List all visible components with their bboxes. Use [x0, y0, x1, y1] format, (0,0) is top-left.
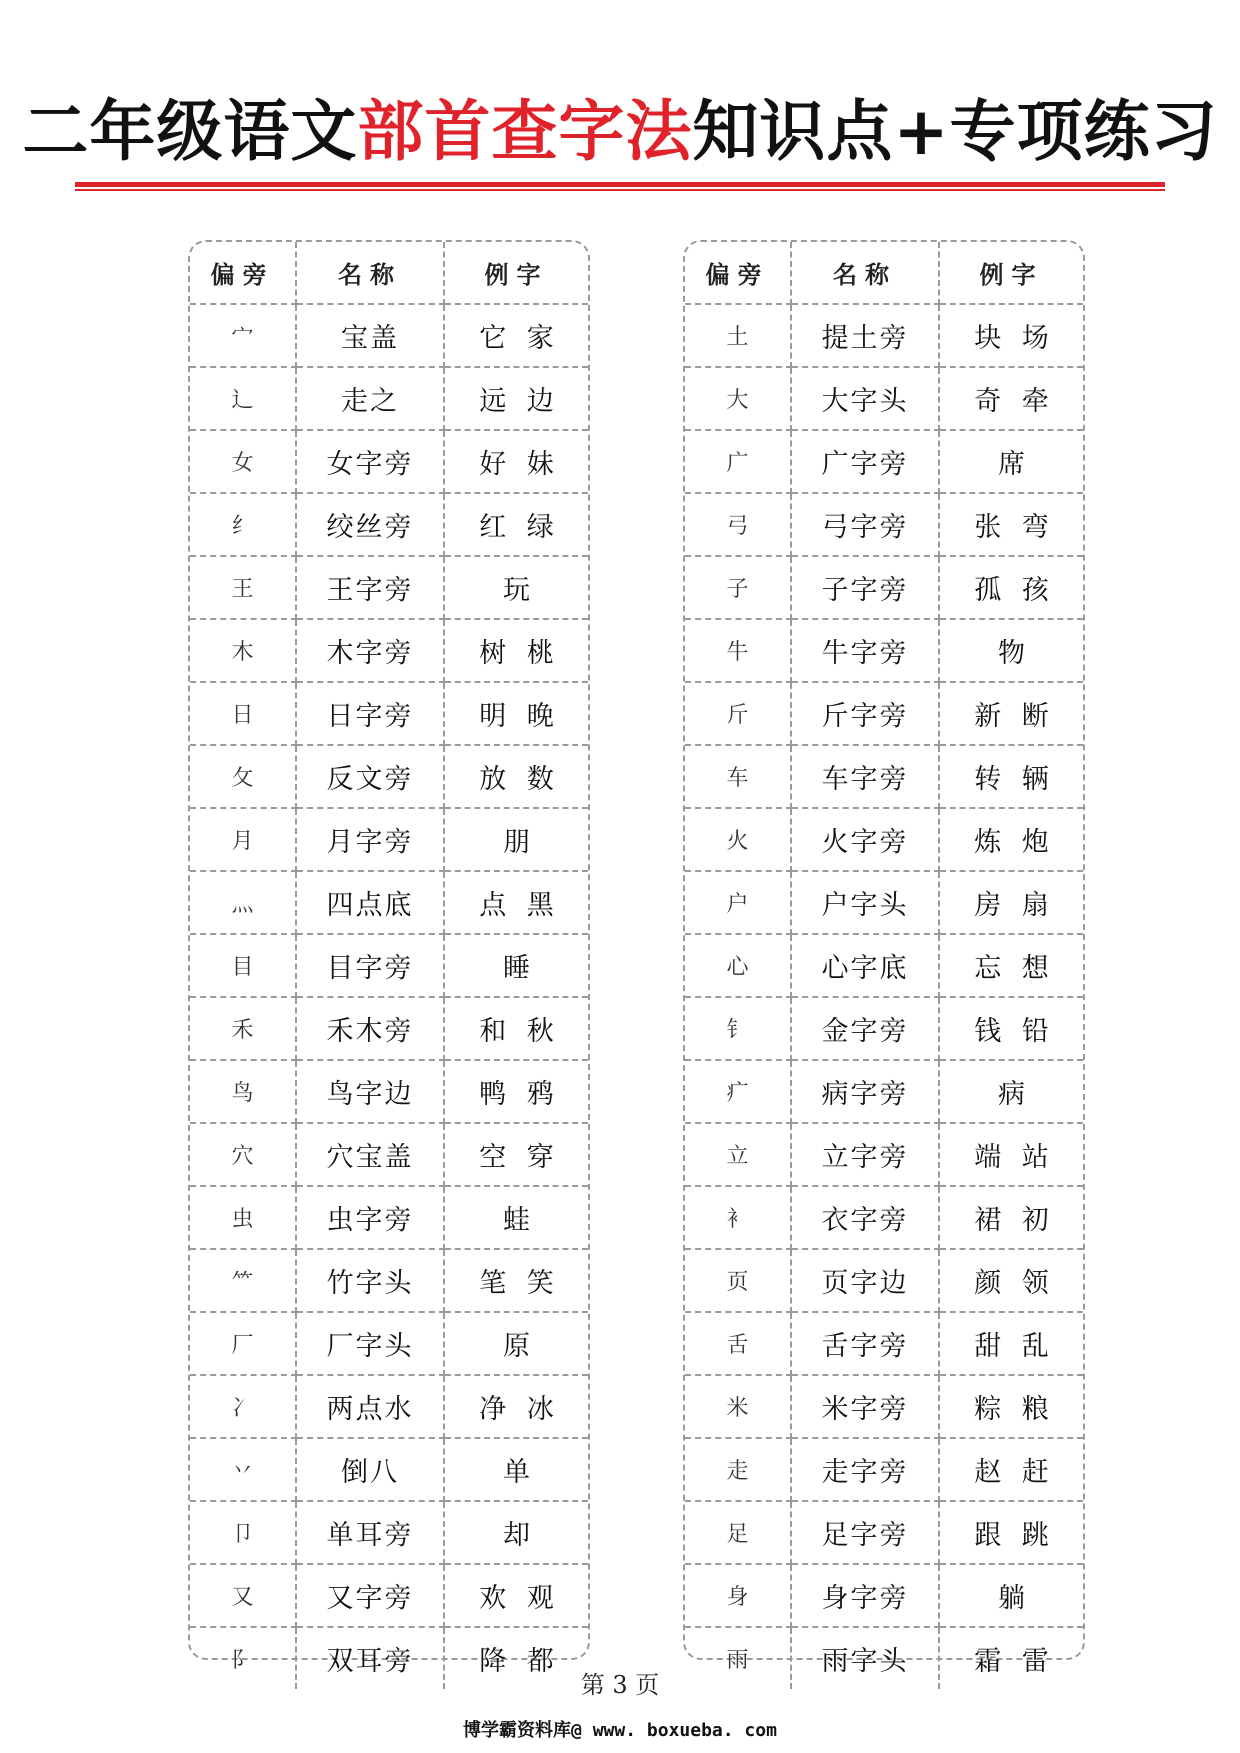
name-cell: 雨字头	[791, 1627, 939, 1689]
radical-cell: 钅	[685, 997, 791, 1060]
table-row	[190, 745, 588, 808]
examples-cell: 奇 牵	[939, 367, 1083, 430]
radical-cell: 子	[685, 556, 791, 619]
radical-cell: 女	[190, 430, 296, 493]
name-cell: 金字旁	[791, 997, 939, 1060]
table-row	[685, 997, 1083, 1060]
examples-cell: 病	[939, 1060, 1083, 1123]
title-highlight: 部首查字法	[357, 93, 693, 170]
radical-cell: 又	[190, 1564, 296, 1627]
radical-table-right	[683, 240, 1085, 1677]
examples-cell: 端 站	[939, 1123, 1083, 1186]
title-part2: 知识点+专项练习	[692, 93, 1218, 170]
name-cell: 足字旁	[791, 1501, 939, 1564]
radical-cell: 灬	[190, 871, 296, 934]
radical-cell: 足	[685, 1501, 791, 1564]
table-header-row	[685, 242, 1083, 304]
name-cell: 页字边	[791, 1249, 939, 1312]
table-row	[190, 430, 588, 493]
name-cell: 鸟字边	[296, 1060, 444, 1123]
table-row	[685, 1501, 1083, 1564]
radical-cell: 斤	[685, 682, 791, 745]
examples-cell: 放 数	[444, 745, 588, 808]
name-cell: 斤字旁	[791, 682, 939, 745]
examples-cell: 远 边	[444, 367, 588, 430]
table-row	[685, 1249, 1083, 1312]
table-row	[685, 1123, 1083, 1186]
radical-cell: 丷	[190, 1438, 296, 1501]
examples-cell: 物	[939, 619, 1083, 682]
radical-cell: 虫	[190, 1186, 296, 1249]
radical-cell: 立	[685, 1123, 791, 1186]
examples-cell: 颜 领	[939, 1249, 1083, 1312]
examples-cell: 它 家	[444, 304, 588, 367]
radical-cell: 雨	[685, 1627, 791, 1689]
radical-cell: 疒	[685, 1060, 791, 1123]
examples-cell: 好 妹	[444, 430, 588, 493]
table-row	[685, 1312, 1083, 1375]
radical-cell: 火	[685, 808, 791, 871]
header-name: 名称	[791, 242, 939, 304]
header-examples: 例字	[939, 242, 1083, 304]
table-row	[685, 1564, 1083, 1627]
radical-cell: 车	[685, 745, 791, 808]
examples-cell: 钱 铅	[939, 997, 1083, 1060]
table-row	[190, 493, 588, 556]
table-row	[190, 682, 588, 745]
radical-cell: 王	[190, 556, 296, 619]
name-cell: 走字旁	[791, 1438, 939, 1501]
name-cell: 子字旁	[791, 556, 939, 619]
table-row	[190, 871, 588, 934]
examples-cell: 裙 初	[939, 1186, 1083, 1249]
table-row	[685, 808, 1083, 871]
examples-cell: 鸭 鸦	[444, 1060, 588, 1123]
examples-cell: 红 绿	[444, 493, 588, 556]
radical-cell: 心	[685, 934, 791, 997]
examples-cell: 树 桃	[444, 619, 588, 682]
examples-cell: 孤 孩	[939, 556, 1083, 619]
examples-cell: 欢 观	[444, 1564, 588, 1627]
name-cell: 反文旁	[296, 745, 444, 808]
footer-source: 博学霸资料库@ www. boxueba. com	[463, 1720, 777, 1741]
examples-cell: 粽 粮	[939, 1375, 1083, 1438]
table-row	[685, 1375, 1083, 1438]
radical-cell: 厂	[190, 1312, 296, 1375]
radical-cell: 冫	[190, 1375, 296, 1438]
radical-cell: 日	[190, 682, 296, 745]
examples-cell: 新 断	[939, 682, 1083, 745]
table-body-right	[685, 304, 1083, 1689]
table-row	[685, 1060, 1083, 1123]
name-cell: 双耳旁	[296, 1627, 444, 1689]
examples-cell: 和 秋	[444, 997, 588, 1060]
radical-cell: 舌	[685, 1312, 791, 1375]
title-underline-thick	[75, 182, 1165, 187]
name-cell: 火字旁	[791, 808, 939, 871]
name-cell: 舌字旁	[791, 1312, 939, 1375]
name-cell: 目字旁	[296, 934, 444, 997]
title-part1: 二年级语文	[22, 93, 358, 170]
table-row	[685, 1438, 1083, 1501]
radical-cell: 辶	[190, 367, 296, 430]
examples-cell: 赵 赶	[939, 1438, 1083, 1501]
table-row	[190, 1249, 588, 1312]
examples-cell: 张 弯	[939, 493, 1083, 556]
table-row	[190, 367, 588, 430]
table-row	[190, 556, 588, 619]
name-cell: 身字旁	[791, 1564, 939, 1627]
table-row	[190, 1123, 588, 1186]
name-cell: 绞丝旁	[296, 493, 444, 556]
examples-cell: 点 黑	[444, 871, 588, 934]
name-cell: 女字旁	[296, 430, 444, 493]
name-cell: 又字旁	[296, 1564, 444, 1627]
radical-cell: 牛	[685, 619, 791, 682]
radical-cell: 米	[685, 1375, 791, 1438]
radical-cell: 身	[685, 1564, 791, 1627]
table-row	[190, 1060, 588, 1123]
header-radical: 偏旁	[190, 242, 296, 304]
name-cell: 单耳旁	[296, 1501, 444, 1564]
name-cell: 穴宝盖	[296, 1123, 444, 1186]
table-row	[190, 1501, 588, 1564]
radical-cell: 目	[190, 934, 296, 997]
examples-cell: 块 场	[939, 304, 1083, 367]
name-cell: 禾木旁	[296, 997, 444, 1060]
name-cell: 四点底	[296, 871, 444, 934]
examples-cell: 转 辆	[939, 745, 1083, 808]
radical-cell: 月	[190, 808, 296, 871]
radical-cell: 户	[685, 871, 791, 934]
table-row	[685, 682, 1083, 745]
table-row	[685, 304, 1083, 367]
examples-cell: 席	[939, 430, 1083, 493]
table-row	[685, 367, 1083, 430]
radical-cell: 攵	[190, 745, 296, 808]
name-cell: 日字旁	[296, 682, 444, 745]
radical-cell: 卩	[190, 1501, 296, 1564]
table-row	[685, 745, 1083, 808]
table-row	[190, 1186, 588, 1249]
page-title	[0, 92, 1240, 172]
name-cell: 车字旁	[791, 745, 939, 808]
examples-cell: 明 晚	[444, 682, 588, 745]
name-cell: 衣字旁	[791, 1186, 939, 1249]
name-cell: 广字旁	[791, 430, 939, 493]
examples-cell: 睡	[444, 934, 588, 997]
examples-cell: 空 穿	[444, 1123, 588, 1186]
radical-cell: 鸟	[190, 1060, 296, 1123]
examples-cell: 原	[444, 1312, 588, 1375]
examples-cell: 净 冰	[444, 1375, 588, 1438]
radical-cell: 穴	[190, 1123, 296, 1186]
examples-cell: 霜 雷	[974, 1646, 1049, 1677]
table-row	[685, 493, 1083, 556]
table-row	[685, 1186, 1083, 1249]
radical-cell: 宀	[190, 304, 296, 367]
table-row	[685, 871, 1083, 934]
header-name: 名称	[296, 242, 444, 304]
name-cell: 牛字旁	[791, 619, 939, 682]
table-header-row	[190, 242, 588, 304]
table-row	[190, 934, 588, 997]
radical-cell: 纟	[190, 493, 296, 556]
header-examples: 例字	[444, 242, 588, 304]
header-radical: 偏旁	[685, 242, 791, 304]
table-row	[190, 304, 588, 367]
radical-cell: 广	[685, 430, 791, 493]
name-cell: 虫字旁	[296, 1186, 444, 1249]
radical-cell: 弓	[685, 493, 791, 556]
table-row	[685, 556, 1083, 619]
name-cell: 大字头	[791, 367, 939, 430]
radical-cell: ⺮	[190, 1249, 296, 1312]
radical-cell: 土	[685, 304, 791, 367]
name-cell: 米字旁	[791, 1375, 939, 1438]
table-row	[685, 430, 1083, 493]
table-row	[685, 619, 1083, 682]
examples-cell: 跟 跳	[939, 1501, 1083, 1564]
radical-cell: 阝	[190, 1627, 296, 1689]
name-cell: 走之	[296, 367, 444, 430]
name-cell: 心字底	[791, 934, 939, 997]
table-row	[190, 1438, 588, 1501]
examples-cell: 降 都	[479, 1646, 554, 1677]
name-cell: 病字旁	[791, 1060, 939, 1123]
examples-cell: 却	[444, 1501, 588, 1564]
name-cell: 月字旁	[296, 808, 444, 871]
table-row	[190, 997, 588, 1060]
examples-cell: 躺	[939, 1564, 1083, 1627]
examples-cell: 炼 炮	[939, 808, 1083, 871]
radical-cell: 禾	[190, 997, 296, 1060]
examples-cell: 笔 笑	[444, 1249, 588, 1312]
title-underline-thin	[75, 189, 1165, 191]
name-cell: 厂字头	[296, 1312, 444, 1375]
name-cell: 立字旁	[791, 1123, 939, 1186]
name-cell: 倒八	[296, 1438, 444, 1501]
examples-cell: 甜 乱	[939, 1312, 1083, 1375]
table-row	[190, 808, 588, 871]
radical-cell: 衤	[685, 1186, 791, 1249]
examples-cell: 朋	[444, 808, 588, 871]
examples-cell: 单	[444, 1438, 588, 1501]
name-cell: 木字旁	[296, 619, 444, 682]
name-cell: 提土旁	[791, 304, 939, 367]
name-cell: 王字旁	[296, 556, 444, 619]
name-cell: 弓字旁	[791, 493, 939, 556]
radical-cell: 走	[685, 1438, 791, 1501]
radical-cell: 大	[685, 367, 791, 430]
examples-cell: 玩	[444, 556, 588, 619]
examples-cell: 忘 想	[939, 934, 1083, 997]
name-cell: 竹字头	[296, 1249, 444, 1312]
radical-cell: 页	[685, 1249, 791, 1312]
name-cell: 宝盖	[296, 304, 444, 367]
name-cell: 两点水	[296, 1375, 444, 1438]
page-number: 第 3 页	[580, 1671, 660, 1699]
examples-cell: 房 扇	[939, 871, 1083, 934]
table-row	[190, 1564, 588, 1627]
radical-cell: 木	[190, 619, 296, 682]
table-row	[190, 1375, 588, 1438]
table-row	[190, 1312, 588, 1375]
table-row	[685, 934, 1083, 997]
radical-table-left	[188, 240, 590, 1677]
name-cell: 户字头	[791, 871, 939, 934]
table-body-left	[190, 304, 588, 1689]
table-row	[190, 619, 588, 682]
examples-cell: 蛙	[444, 1186, 588, 1249]
